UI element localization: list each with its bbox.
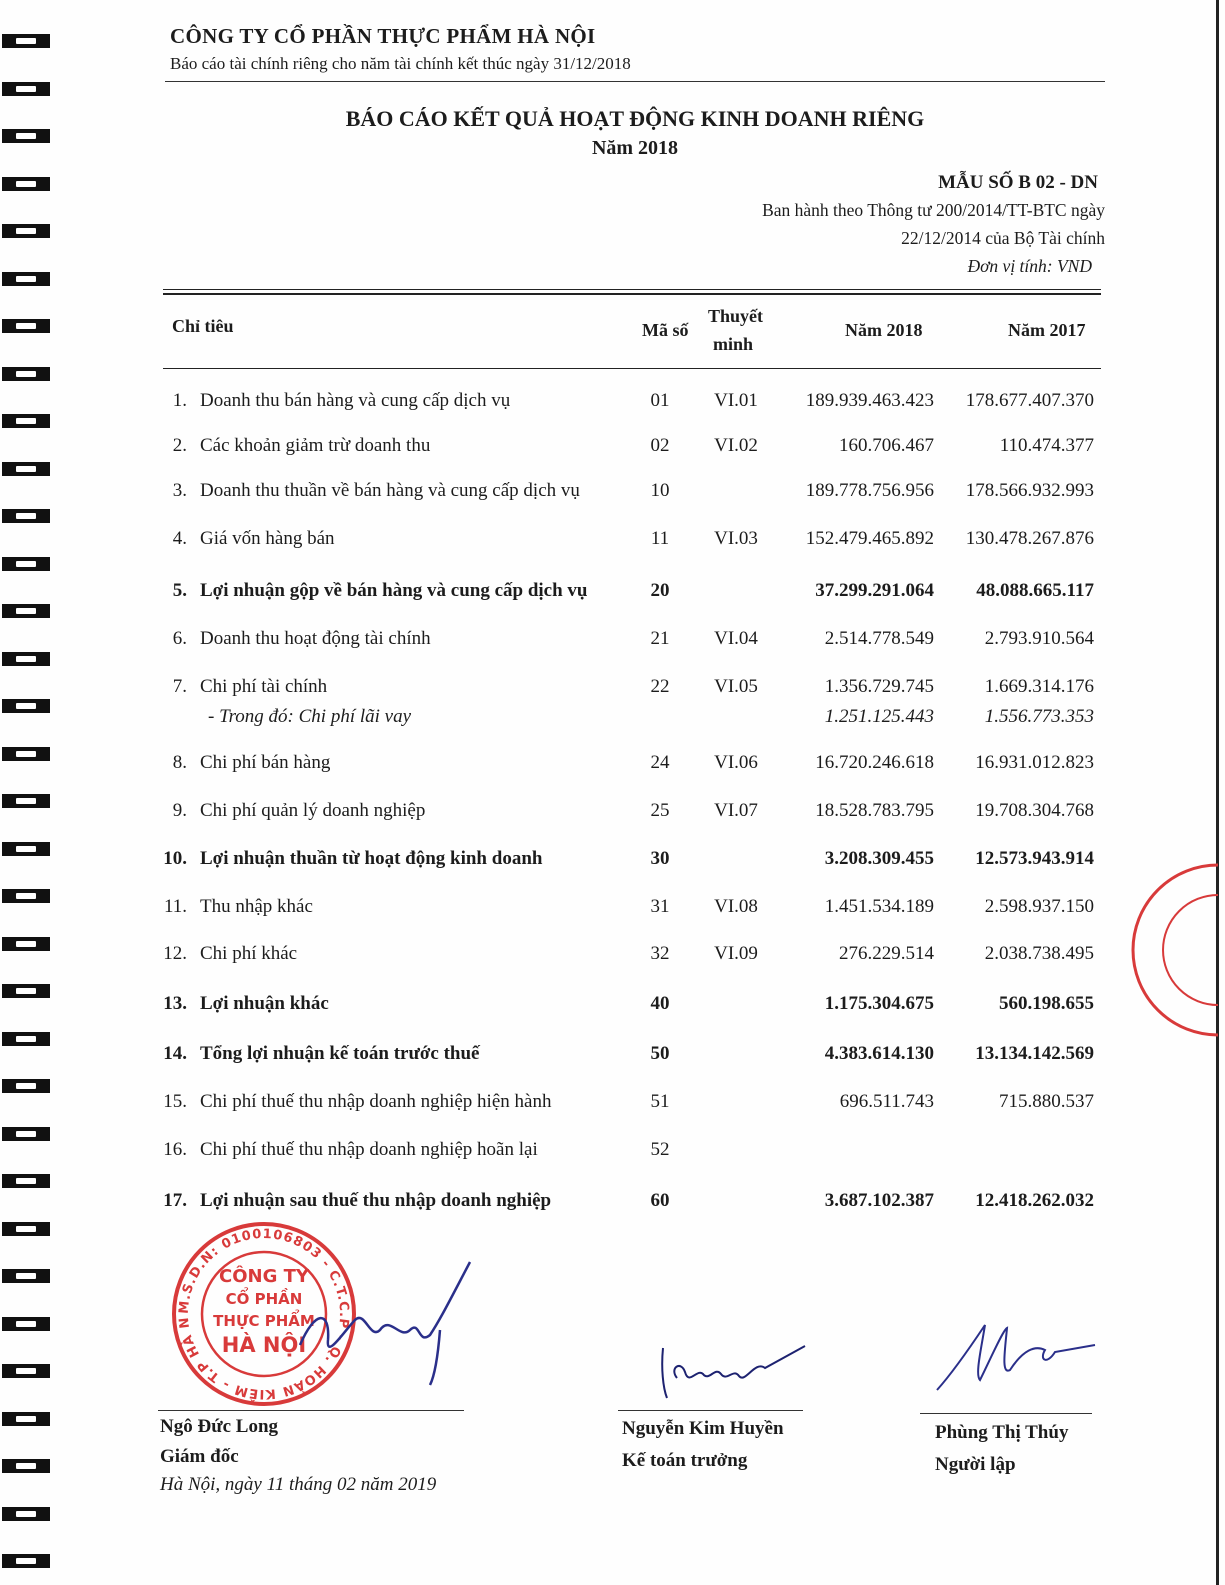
row-label: Tổng lợi nhuận kế toán trước thuế <box>200 1043 480 1064</box>
row-note: VI.01 <box>714 390 758 411</box>
director-name: Ngô Đức Long <box>160 1416 279 1437</box>
row-code: 11 <box>650 528 670 549</box>
table-row <box>0 1091 1225 1121</box>
director-role: Giám đốc <box>160 1446 239 1467</box>
row-value-2017: 1.669.314.176 <box>984 676 1094 697</box>
header-divider <box>165 81 1105 82</box>
row-code: 22 <box>650 676 670 697</box>
stamp-ring-text: M.S.D.N: 0100106803 - C.T.C.P - Q. HOÀN KIẾM - T.P HÀ NỘI <box>153 1211 352 1402</box>
row-label: Các khoản giảm trừ doanh thu <box>200 435 431 456</box>
row-value-2018: 1.175.304.675 <box>824 993 934 1014</box>
row-value-2017: 48.088.665.117 <box>976 580 1094 601</box>
report-year: Năm 2018 <box>591 137 679 159</box>
row-code: 02 <box>650 435 670 456</box>
stamp-line-4: HÀ NỘI <box>221 1333 307 1357</box>
row-note: VI.03 <box>714 528 758 549</box>
row-value-2017: 178.677.407.370 <box>965 390 1094 411</box>
row-value-2017: 715.880.537 <box>999 1091 1094 1112</box>
row-code: 32 <box>650 943 670 964</box>
stamp-line-2: CỔ PHẦN <box>225 1290 303 1308</box>
row-code: 52 <box>650 1139 670 1160</box>
preparer-role: Người lập <box>935 1454 1016 1475</box>
stamp-line-1: CÔNG TY <box>219 1266 309 1287</box>
row-value-2017: 130.478.267.876 <box>965 528 1094 549</box>
row-value-2018: 189.939.463.423 <box>805 390 934 411</box>
header-note-line1: Thuyết <box>708 306 764 326</box>
table-row <box>0 580 1225 610</box>
row-label: Chi phí quản lý doanh nghiệp <box>200 800 426 821</box>
header-code: Mã số <box>642 320 689 340</box>
table-row <box>0 943 1225 973</box>
row-number: 4. <box>172 528 187 549</box>
table-row <box>0 390 1225 420</box>
row-code: 25 <box>650 800 670 821</box>
row-number: 12. <box>163 943 187 964</box>
row-label: Chi phí khác <box>200 943 298 964</box>
row-label: Thu nhập khác <box>200 896 313 917</box>
table-row <box>0 1190 1225 1220</box>
report-title: BÁO CÁO KẾT QUẢ HOẠT ĐỘNG KINH DOANH RIÊNG <box>345 106 925 131</box>
row-value-2018: 18.528.783.795 <box>815 800 934 821</box>
row-label: Doanh thu bán hàng và cung cấp dịch vụ <box>200 390 511 411</box>
company-name: CÔNG TY CỔ PHẦN THỰC PHẨM HÀ NỘI <box>170 24 596 48</box>
issued-line-2: 22/12/2014 của Bộ Tài chính <box>901 228 1105 248</box>
row-label: Giá vốn hàng bán <box>200 528 335 549</box>
row-value-2018: 1.451.534.189 <box>824 896 934 917</box>
row-value-2018: 37.299.291.064 <box>815 580 934 601</box>
row-value-2017: 2.038.738.495 <box>984 943 1094 964</box>
table-top-rule <box>163 289 1101 290</box>
row-label: Chi phí thuế thu nhập doanh nghiệp hiện hành <box>200 1091 552 1112</box>
table-row <box>0 628 1225 658</box>
row-label: - Trong đó: Chi phí lãi vay <box>208 706 412 727</box>
row-value-2017: 16.931.012.823 <box>975 752 1094 773</box>
row-value-2017: 12.418.262.032 <box>975 1190 1094 1211</box>
row-label: Lợi nhuận sau thuế thu nhập doanh nghiệp <box>200 1190 552 1211</box>
table-row <box>0 1139 1225 1169</box>
row-value-2018: 696.511.743 <box>839 1091 934 1112</box>
row-value-2018: 1.251.125.443 <box>824 706 934 727</box>
partial-stamp-edge <box>1168 860 1218 1040</box>
stamp-line-3: THỰC PHẨM <box>213 1312 315 1330</box>
row-number: 1. <box>172 390 187 411</box>
preparer-signature <box>935 1320 1105 1400</box>
row-number: 14. <box>163 1043 187 1064</box>
table-row <box>0 435 1225 465</box>
table-row <box>0 993 1225 1023</box>
row-note: VI.02 <box>714 435 758 456</box>
row-value-2018: 160.706.467 <box>839 435 934 456</box>
row-number: 10. <box>163 848 187 869</box>
row-number: 8. <box>172 752 187 773</box>
report-date: Hà Nội, ngày 11 tháng 02 năm 2019 <box>160 1474 437 1495</box>
row-code: 24 <box>650 752 670 773</box>
row-code: 51 <box>650 1091 670 1112</box>
table-row <box>0 896 1225 926</box>
row-note: VI.05 <box>714 676 758 697</box>
row-number: 6. <box>172 628 187 649</box>
row-label: Lợi nhuận khác <box>200 993 329 1014</box>
row-code: 31 <box>650 896 670 917</box>
row-code: 20 <box>650 580 670 601</box>
director-sign-line <box>158 1410 464 1411</box>
row-note: VI.08 <box>714 896 758 917</box>
row-code: 60 <box>650 1190 670 1211</box>
row-number: 7. <box>172 676 187 697</box>
table-top-rule-thick <box>163 293 1101 295</box>
header-item: Chỉ tiêu <box>172 316 234 336</box>
row-note: VI.07 <box>714 800 758 821</box>
chief-accountant-name: Nguyễn Kim Huyền <box>622 1418 784 1439</box>
row-value-2018: 152.479.465.892 <box>805 528 934 549</box>
table-row <box>0 1043 1225 1073</box>
chief-accountant-signature <box>655 1338 815 1408</box>
row-number: 16. <box>163 1139 187 1160</box>
chief-accountant-sign-line <box>618 1410 803 1411</box>
header-note-line2: minh <box>713 334 754 354</box>
row-code: 10 <box>650 480 670 501</box>
row-value-2017: 12.573.943.914 <box>975 848 1094 869</box>
chief-accountant-role: Kế toán trưởng <box>622 1450 748 1471</box>
row-label: Chi phí thuế thu nhập doanh nghiệp hoãn lại <box>200 1139 538 1160</box>
row-value-2017: 178.566.932.993 <box>965 480 1094 501</box>
row-label: Doanh thu hoạt động tài chính <box>200 628 431 649</box>
table-row <box>0 676 1225 706</box>
director-signature <box>290 1260 480 1390</box>
table-row <box>0 752 1225 782</box>
row-value-2017: 560.198.655 <box>999 993 1094 1014</box>
row-code: 50 <box>650 1043 670 1064</box>
row-value-2017: 2.598.937.150 <box>984 896 1094 917</box>
row-number: 17. <box>163 1190 187 1211</box>
row-number: 9. <box>172 800 187 821</box>
row-label: Chi phí tài chính <box>200 676 328 697</box>
preparer-name: Phùng Thị Thúy <box>935 1422 1069 1443</box>
row-value-2018: 4.383.614.130 <box>824 1043 934 1064</box>
row-label: Lợi nhuận thuần từ hoạt động kinh doanh <box>200 848 543 869</box>
row-value-2017: 13.134.142.569 <box>975 1043 1094 1064</box>
table-row <box>0 848 1225 878</box>
form-code: MẪU SỐ B 02 - DN <box>938 172 1098 193</box>
row-number: 2. <box>172 435 187 456</box>
table-row <box>0 480 1225 510</box>
row-number: 13. <box>163 993 187 1014</box>
row-code: 01 <box>650 390 670 411</box>
row-value-2017: 19.708.304.768 <box>975 800 1094 821</box>
row-value-2017: 1.556.773.353 <box>984 706 1094 727</box>
row-value-2018: 1.356.729.745 <box>824 676 934 697</box>
row-value-2018: 2.514.778.549 <box>824 628 934 649</box>
row-value-2017: 110.474.377 <box>999 435 1094 456</box>
table-header-rule <box>163 368 1101 369</box>
currency-unit: Đơn vị tính: VND <box>967 256 1092 276</box>
row-note: VI.06 <box>714 752 758 773</box>
row-label: Doanh thu thuần về bán hàng và cung cấp dịch vụ <box>200 480 580 501</box>
row-value-2018: 3.208.309.455 <box>824 848 934 869</box>
table-row <box>0 800 1225 830</box>
row-value-2018: 3.687.102.387 <box>824 1190 934 1211</box>
row-number: 11. <box>163 896 187 917</box>
row-value-2017: 2.793.910.564 <box>984 628 1094 649</box>
row-code: 30 <box>650 848 670 869</box>
row-number: 3. <box>172 480 187 501</box>
row-value-2018: 276.229.514 <box>839 943 934 964</box>
row-number: 5. <box>172 580 187 601</box>
row-value-2018: 16.720.246.618 <box>815 752 934 773</box>
row-number: 15. <box>163 1091 187 1112</box>
row-note: VI.04 <box>714 628 758 649</box>
row-value-2018: 189.778.756.956 <box>805 480 934 501</box>
row-label: Lợi nhuận gộp về bán hàng và cung cấp dịch vụ <box>200 580 588 601</box>
table-row <box>0 528 1225 558</box>
preparer-sign-line <box>920 1413 1092 1414</box>
table-row <box>0 706 1225 736</box>
row-label: Chi phí bán hàng <box>200 752 331 773</box>
row-note: VI.09 <box>714 943 758 964</box>
issued-line-1: Ban hành theo Thông tư 200/2014/TT-BTC ngày <box>762 200 1105 220</box>
header-year-2018: Năm 2018 <box>845 320 923 340</box>
row-code: 40 <box>650 993 670 1014</box>
row-code: 21 <box>650 628 670 649</box>
header-year-2017: Năm 2017 <box>1008 320 1086 340</box>
report-subtitle: Báo cáo tài chính riêng cho năm tài chính kết thúc ngày 31/12/2018 <box>170 54 631 73</box>
